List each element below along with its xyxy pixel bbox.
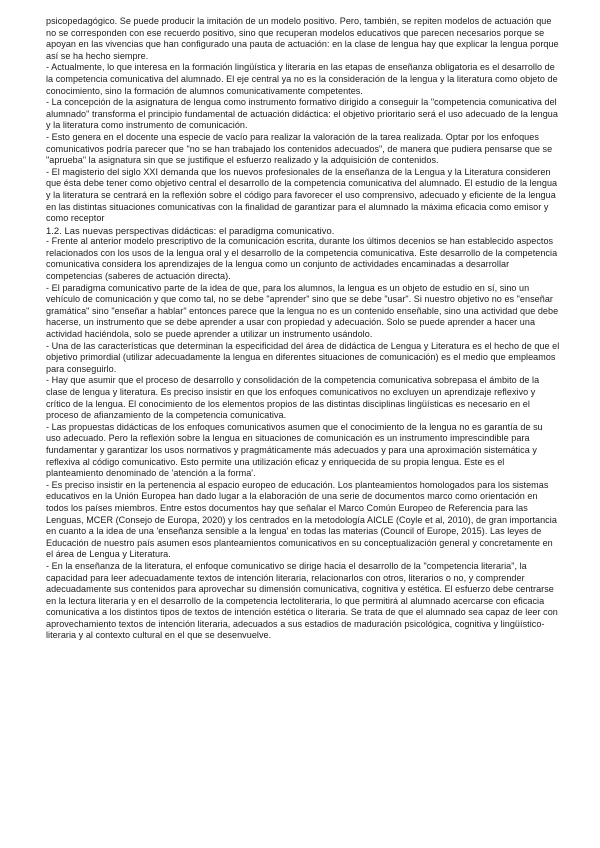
paragraph-asignatura-instrumento: - La concepción de la asignatura de lengua como instrumento formativo dirigido a conseguir la "competencia comunicativa del alumnado" transforma el principio fundamental de actuación didáctica: el objetivo prioritario será el uso adecuado de la lengua y la literatura como instrumento de comunicación. <box>46 97 558 131</box>
paragraph-ensenanza-literatura: - En la enseñanza de la literatura, el enfoque comunicativo se dirige hacia el desarrollo de la "competencia literaria", la capacidad para leer adecuadamente textos de intención literaria, relacionarlos con otros, literarios o no, y comprender adecuadamente sus contenidos para aprovechar su dimensión comunicativa, cognitiva y estética. El esfuerzo debe centrarse en la lectura literaria y en el desarrollo de la competencia lectoliteraria, lo que permitirá al alumnado acercarse con eficacia comunicativa a los distintos tipos de textos de intención estética o literaria. Se trata de que el alumnado sea capaz de leer con aprovechamiento textos de intención literaria, adecuados a sus estadios de maduración psicológica, cognitiva y lingüístico-literaria y al contexto cultural en el que se desenvuelve. <box>46 560 558 641</box>
paragraph-intro-continuation: psicopedagógico. Se puede producir la imitación de un modelo positivo. Pero, también, se repiten modelos de actuación que no se corresponden con ese recuerdo positivo, sino que recuperan modelos educativos que parecen necesarios porque se apoyan en las vivencias que han configurado una pauta de actuación: en la clase de lengua hay que explicar la lengua porque así se ha hecho siempre. <box>46 16 559 61</box>
section-heading: 1.2. Las nuevas perspectivas didácticas: el paradigma comunicativo. <box>46 224 335 236</box>
paragraph-magisterio-siglo-xxi: - El magisterio del siglo XXI demanda que los nuevos profesionales de la enseñanza de la Lengua y la Literatura consideren que ésta debe tener como objetivo central el desarrollo de la competencia comunicativa del alumnado. El estudio de la lengua y la literatura se centrará en la reflexión sobre el código para favorecer el uso comprensivo, adecuado y eficiente de la lengua en las distintas situaciones comunicativas con la finalidad de garantizar para el alumnado la máxima eficacia como emisor y como receptor <box>46 166 558 224</box>
paragraph-consolidacion-competencia: - Hay que asumir que el proceso de desarrollo y consolidación de la competencia comunicativa sobrepasa el ámbito de la clase de lengua y literatura. Es preciso insistir en que los enfoques comunicativos no excluyen un aprendizaje reflexivo y crítico de la lengua. El conocimiento de los elementos propios de las distintas disciplinas lingüísticas es necesario en el proceso de afianzamiento de la competencia comunicativa. <box>46 375 540 421</box>
document-page <box>46 16 560 642</box>
paragraph-espacio-europeo: - Es preciso insistir en la pertenencia al espacio europeo de educación. Los planteamientos homologados para los sistemas educativos en la Unión Europea han dado lugar a la elaboración de una serie de documentos marco como orientación en todos los países miembros. Entre estos documentos hay que señalar el Marco Común Europeo de Referencia para las Lenguas, MCER (Consejo de Europa, 2020) y los centrados en la metodología AICLE (Coyle et al, 2010), de gran importancia en cuanto a la idea de una 'enseñanza sensible a la lengua' en todas las materias (Council of Europe, 2015). Las leyes de Educación de nuestro país asumen esos planteamientos comunicativos en su conceptualización general y concretamente en el área de Lengua y Literatura. <box>46 479 557 560</box>
paragraph-vacio-docente: - Esto genera en el docente una especie de vacío para realizar la valoración de la tarea realizada. Optar por los enfoques comunicativos podría parecer que "no se han trabajado los contenidos adecuados", de manera que pudiera pensarse que se "aprueba" la asignatura sin que se justifique el esfuerzo realizado y la adquisición de contenidos. <box>46 131 553 166</box>
paragraph-competencia-comunicativa: - Actualmente, lo que interesa en la formación lingüística y literaria en las etapas de enseñanza obligatoria es el desarrollo de la competencia comunicativa del alumnado. El eje central ya no es la consideración de la lengua y la literatura como objeto de conocimiento, sino la formación de alumnos comunicativamente competentes. <box>46 62 558 96</box>
paragraph-modelo-prescriptivo: - Frente al anterior modelo prescriptivo de la comunicación escrita, durante los últimos decenios se han establecido aspectos relacionados con los usos de la lengua oral y el desarrollo de la competencia comunicativa. Este desarrollo de la competencia comunicativa considera los aprendizajes de la lengua como un conjunto de actividades encaminadas a desarrollar competencias (saberes de actuación directa). <box>46 236 558 282</box>
paragraph-especificidad-area: - Una de las características que determinan la especificidad del área de didáctica de Lengua y Literatura es el hecho de que el objetivo primordial (utilizar adecuadamente la lengua en diferentes situaciones de comunicación) es el medio que empleamos para conseguirlo. <box>46 340 560 374</box>
paragraph-paradigma-comunicativo: - El paradigma comunicativo parte de la idea de que, para los alumnos, la lengua es un objeto de estudio en sí, sino un vehículo de comunicación y que como tal, no se debe "aprender" sino que se debe "usar". Si nuestro objetivo no es "enseñar gramática" sino "enseñar a hablar" entonces parece que la lengua no es un contenido enseñable, sino una actividad que debe hacerse, un instrumento que se debe aprender a usar con propiedad y adecuación. Solo se puede aprender a hacer una actividad haciéndola, solo se puede aprender a utilizar un instrumento usándolo. <box>46 282 559 340</box>
paragraph-propuestas-didacticas: - Las propuestas didácticas de los enfoques comunicativos asumen que el conocimiento de la lengua no es garantía de su uso adecuado. Pero la reflexión sobre la lengua en situaciones de comunicación es un instrumento imprescindible para fundamentar y garantizar los usos normativos y pragmáticamente más adecuados y para una aproximación sistemática y reflexiva al código comunicativo. Esto permite una utilización eficaz y enriquecida de su propia lengua. Este es el planteamiento denominado de 'atención a la forma'. <box>46 421 543 479</box>
